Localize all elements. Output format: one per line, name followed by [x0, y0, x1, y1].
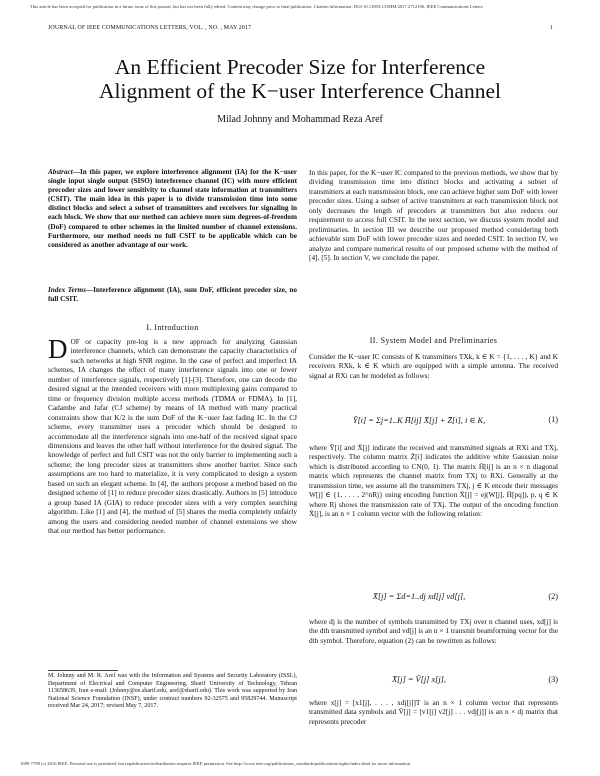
journal-name: JOURNAL OF IEEE COMMUNICATIONS LETTERS, VOL. , NO. , MAY 2017: [48, 25, 252, 31]
author-list: Milad Johnny and Mohammad Reza Aref: [217, 114, 383, 125]
section-heading-introduction: I. Introduction: [146, 323, 199, 332]
equation-2-number: (2): [548, 592, 558, 601]
drop-cap: D: [48, 334, 68, 364]
author-footnote: M. Johnny and M. R. Aref was with the Information and Systems and Security Laboratory (ISSL), Department of Electrical and Computer Engineering, Sharif University of Technology, Tehran 113658639, Iran e-mail: (Johnny@ee.sharif.edu, aref@sharif.edu). This work was supported by Iran National Science Foundation (INSF), under contract numbers 92-32575 and 95829744. Manuscript received Mar 24, 2017; revised May 7, 2017.: [48, 673, 297, 710]
index-terms: [48, 286, 297, 304]
equation-2-body: X̄[j] = Σd=1..dj xd[j] vd[j],: [372, 592, 466, 601]
abstract-label: Abstract: [48, 168, 73, 176]
signal-definition-paragraph: where Ȳ[i] and X̄[j] indicate the received and transmitted signals at RXi and TXj, respectively. The column matrix Z̄[i] indicates the additive white Gaussian noise which is distributed according to CN(0, 1). The matrix H̄[ij] is an n × n diagonal matrix which represents the channel matrix from TXj to RXi. Generally at the transmission time, we assume all the transmitters TXj, j ∈ K encode their messages W[j] ∈ {1, . . . , 2^nRj} using encoding function X̄[j] = ej(W[j], H̄[pq]), p, q ∈ K where Rj shows the transmission rate of TXj. The output of the encoding function X̄[j], is an n × 1 column vector with the following relation:: [309, 443, 558, 519]
page-number: 1: [549, 25, 553, 31]
symbol-definition-paragraph: where dj is the number of symbols transmitted by TXj over n channel uses, xd[j] is the dth transmitted symbol and vd[j] is an n × 1 transmit beamforming vector for the dth symbol. Therefore, equation (2) can be rewritten as follows:: [309, 617, 558, 645]
abstract-text: —In this paper, we explore interference alignment (IA) for the K−user single input single output (SISO) interference channel (IC) with more efficient precoder sizes and lower sensitivity to channel state information at transmitters (CSIT). The main idea in this paper is to divide transmission time into some distinct blocks and select a subset of transmitters and receivers for signaling in each block. We show that our method can achieve more sum degrees-of-freedom (DoF) compared to other schemes in the limited number of channel extensions. Furthermore, our method needs no full CSIT to be applicable which can be considered as another advantage of our work.: [48, 168, 297, 249]
section-heading-system-model: II. System Model and Preliminaries: [369, 336, 498, 345]
introduction-paragraph: [48, 334, 297, 536]
equation-1-number: (1): [548, 415, 558, 424]
equation-1-body: Ȳ[i] = Σj=1..K H̄[ij] X̄[j] + Z̄[i], i ∈ K,: [352, 416, 486, 425]
title-line-1: An Efficient Precoder Size for Interference: [114, 55, 486, 79]
equation-3-body: X̄[j] = V̄[j] x[j],: [391, 675, 446, 684]
precoder-definition-paragraph: where x[j] = [x1[j], . . . , xdj[j]]T is an n × 1 column vector that represents transmitted data symbols and V̄[j] = [v1[j] v2[j] . . . vdj[j]] is an n × dj matrix that represents precoder: [309, 698, 558, 726]
paper-title: [40, 55, 560, 103]
index-terms-label: Index Terms: [48, 286, 86, 294]
index-terms-text: —Interference alignment (IA), sum DoF, efficient precoder size, no full CSIT.: [48, 286, 297, 304]
paper-outline-paragraph: In this paper, for the K−user IC compared to the previous methods, we show that by dividing transmission time into distinct blocks and activating a subset of transmitters at each transmission block, one can achieve higher sum DoF with lower precoder sizes. Using a subset of active transmitters at each transmission block not only decreases the length of precoders at transmitters but also reduces our requirement to access full CSIT. In the next section, we discuss system model and preliminaries. In section III we describe our proposed method considering both achievable sum DoF with lower precoder sizes and needed CSIT. In section IV, we analyze and compare numerical results of our proposed scheme with the method of [4], [5]. In section V, we conclude the paper.: [309, 168, 558, 263]
running-head: [48, 25, 553, 31]
title-line-2: Alignment of the K−user Interference Channel: [99, 79, 501, 103]
copyright-notice: 1089-7798 (c) 2016 IEEE. Personal use is permitted, but republication/redistribution requires IEEE permission. See http://www.ieee.org/publications_standards/publications/rights/index.html for more information.: [20, 761, 412, 766]
publication-notice: This article has been accepted for publication in a future issue of this journal, but has not been fully edited. Content may change prior to final publication. Citation information: DOI 10.1109/LCOMM.2017.2712196, IEEE Communications Letters: [30, 4, 483, 9]
introduction-text: OF or capacity pre-log is a new approach for analyzing Gaussian interference channels, which can demonstrate the capacity characteristics of such networks at high SNR regime. In the case of perfect and imperfect IA schemes, IA changes the effect of many interference signals into one or fewer number of interference signals, respectively [1]-[3]. Therefore, one can decode the desired signal at the intended receivers with more multiplexing gains compared to time or frequency division multiple access methods (TDMA or FDMA). In [1], Cadambe and Jafar (CJ scheme) by means of IA method with many practical constraints show that K/2 is the sum DoF of the K−user fast fading IC. In the CJ scheme, every transmitter uses a precoder which should be designed to accommodate all the interference signals into one-half of the received signal space dimensions and leaves the other half without interference for the desired signal. The knowledge of perfect and full CSIT was not the only barrier to implementing such a scheme; the long precoder sizes at transmitters show another barrier. Since such assumptions are too hard to materialize, it is very complicated to design a system based on such an elegant scheme. In [4], the authors propose a method based on the designed scheme of [1] to reduce precoder sizes drastically. Authors in [5] introduce a group based IA (GIA) to reduce precoder sizes with a very complex searching algorithm. Like [1] and [4], the method of [5] shares the media completely unfairly among the users and considering needed number of channel extensions we show that our method has better performance.: [48, 337, 297, 536]
footnote-rule: [48, 670, 118, 671]
equation-3-number: (3): [548, 675, 558, 684]
abstract: [48, 168, 297, 250]
system-model-paragraph: Consider the K−user IC consists of K transmitters TXk, k ∈ K = {1, . . . , K} and K receivers RXk, k ∈ K which are equipped with a simple antenna. The received signal at RXi can be modeled as follows:: [309, 352, 558, 380]
